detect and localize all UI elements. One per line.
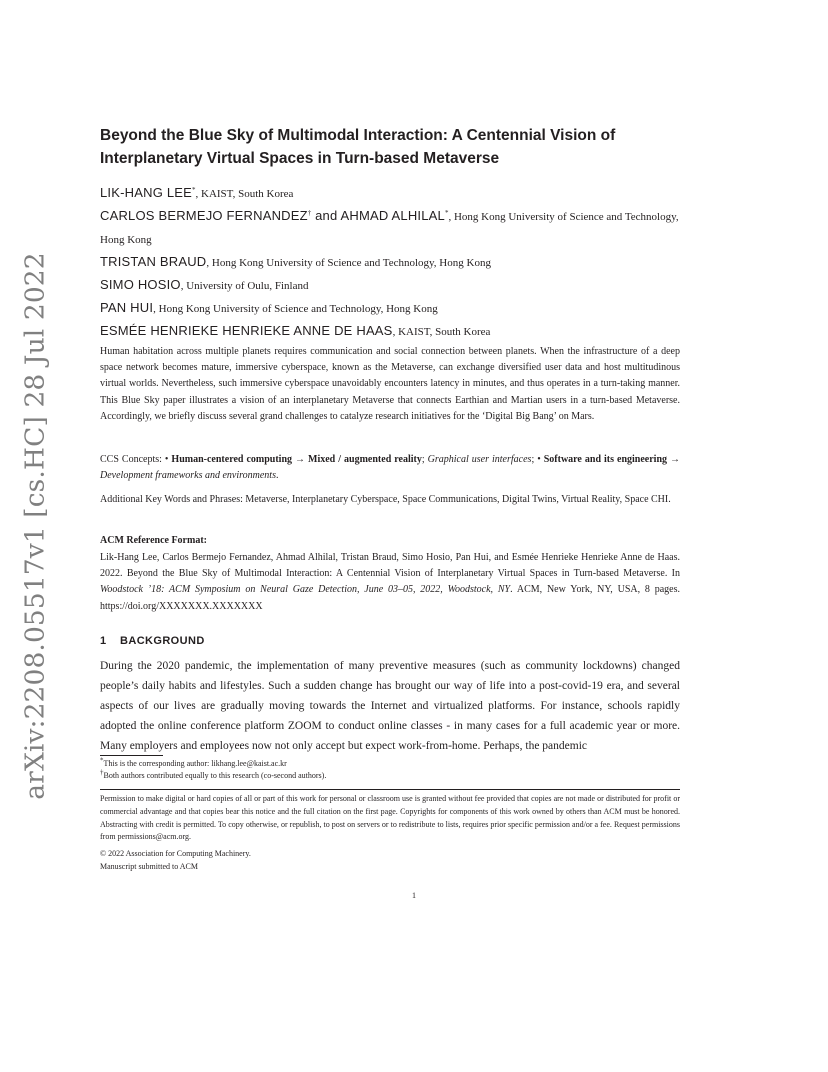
author-mark: * — [192, 185, 196, 194]
ccs-end: . — [275, 470, 279, 482]
author-name: LIK-HANG LEE — [100, 185, 192, 200]
author-name: ESMÉE HENRIEKE HENRIEKE ANNE DE HAAS — [100, 323, 393, 338]
footnotes — [100, 758, 680, 781]
ccs-separator: ; • — [531, 454, 544, 465]
footnote-divider — [100, 755, 163, 756]
permission-notice: Permission to make digital or hard copies of all or part of this work for personal or classroom use is granted without fee provided that copies are not made or distributed for profit or commercial advantage and that copies bear this notice and the full citation on the first page. Copyrights for components of this work owned by others than ACM must be honored. Abstracting with credit is permitted. To copy otherwise, or republish, to post on servers or to redistribute to lists, requires prior specific permission and/or a fee. Request permissions from permissions@acm.org. — [100, 794, 680, 842]
ccs-term: Software and its engineering — [543, 454, 668, 465]
author-line — [100, 297, 680, 320]
author-affiliation: , Hong Kong University of Science and Technology, Hong Kong — [206, 257, 491, 269]
ccs-term: Human-centered computing — [171, 454, 293, 465]
reference-format — [100, 550, 680, 615]
footnote-mark: * — [100, 756, 104, 765]
ccs-term: Graphical user interfaces — [427, 454, 532, 465]
ccs-term: Mixed / augmented reality — [308, 454, 422, 465]
section-heading — [100, 635, 680, 647]
body-paragraph: During the 2020 pandemic, the implementation of many preventive measures (such as community lockdowns) changed people’s daily habits and lifestyles. Such a sudden change has brought our way of life into a post-covid-19 era, and several aspects of our lives are gradually moving towards the Internet and virtualized platforms. For instance, schools rapidly adopted the online conference platform ZOOM to conduct online classes - in many cases for a full academic year or more. Many employers and employees now not only accept but expect work-from-home. Perhaps, the pandemic — [100, 660, 680, 752]
ccs-term: Development frameworks and environments — [100, 470, 276, 482]
manuscript-line: Manuscript submitted to ACM — [100, 861, 198, 871]
author-conjunction: and — [311, 208, 341, 223]
author-line — [100, 182, 680, 205]
section-number: 1 — [100, 635, 107, 647]
author-line — [100, 274, 680, 297]
reference-venue: Woodstock ’18: ACM Symposium on Neural Gaze Detection, June 03–05, 2022, Woodstock, NY — [100, 584, 511, 596]
ccs-label: CCS Concepts: • — [100, 454, 172, 465]
permission-divider — [100, 789, 680, 790]
ccs-arrow: → — [292, 454, 309, 465]
author-name: CARLOS BERMEJO FERNANDEZ — [100, 208, 308, 223]
arxiv-stamp — [17, 252, 53, 800]
footnote-mark: † — [100, 767, 104, 776]
author-line — [100, 251, 680, 274]
copyright-block — [100, 848, 680, 874]
ccs-concepts — [100, 452, 680, 484]
paper-title: Beyond the Blue Sky of Multimodal Interaction: A Centennial Vision of Interplanetary Virtual Spaces in Turn-based Metaverse — [100, 127, 616, 167]
reference-text: Lik-Hang Lee, Carlos Bermejo Fernandez, Ahmad Alhilal, Tristan Braud, Simo Hosio, Pan Hui, and Esmée Henrieke Henrieke Anne de Haas. 2022. Beyond the Blue Sky of Multimodal Interaction: A Centennial Vision of Interplanetary Virtual Spaces in Turn-based Metaverse. In — [100, 552, 680, 580]
author-name: TRISTAN BRAUD — [100, 254, 207, 269]
copyright-line: © 2022 Association for Computing Machinery. — [100, 849, 251, 858]
reference-text: . ACM, New York, NY, USA, 8 pages. https://doi.org/XXXXXXX.XXXXXXX — [100, 584, 680, 612]
page-number: 1 — [412, 891, 416, 900]
abstract: Human habitation across multiple planets requires communication and social connection between planets. When the infrastructure of a deep space network becomes mature, immersive cyberspace, known as the Metaverse, can exchange diversified user data and host multitudinous virtual worlds. Nevertheless, such immersive cyberspace unavoidably encounters latency in minutes, and thus operates in a turn-taking manner. This Blue Sky paper illustrates a vision of an interplanetary Metaverse that connects Earthian and Martian users in a turn-based Metaverse. Accordingly, we briefly discuss several grand challenges to catalyze research initiatives for the ‘Digital Big Bang’ on Mars. — [100, 346, 680, 422]
reference-heading: ACM Reference Format: — [100, 535, 207, 546]
author-affiliation: , University of Oulu, Finland — [180, 280, 309, 292]
author-affiliation: , KAIST, South Korea — [392, 326, 491, 338]
ccs-separator: ; — [421, 454, 428, 465]
footnote — [100, 758, 680, 770]
author-name: SIMO HOSIO — [100, 277, 181, 292]
footnote-text: Both authors contributed equally to this research (co-second authors). — [103, 770, 327, 780]
footnote — [100, 767, 680, 782]
footnote-text: This is the corresponding author: likhang.lee@kaist.ac.kr — [103, 759, 287, 768]
author-list — [100, 182, 680, 343]
author-name: PAN HUI — [100, 300, 154, 315]
ccs-arrow: → — [667, 454, 681, 465]
author-line — [100, 320, 680, 343]
author-mark: * — [444, 208, 449, 217]
keywords: Additional Key Words and Phrases: Metaverse, Interplanetary Cyberspace, Space Communications, Digital Twins, Virtual Reality, Space CHI. — [100, 494, 671, 505]
author-mark: † — [307, 208, 312, 217]
author-line — [100, 205, 680, 251]
section-title: BACKGROUND — [120, 635, 205, 647]
author-affiliation: , KAIST, South Korea — [195, 188, 294, 200]
arxiv-stamp-text: arXiv:2208.05517v1 [cs.HC] 28 Jul 2022 — [19, 252, 51, 800]
author-affiliation: , Hong Kong University of Science and Technology, Hong Kong — [153, 303, 438, 315]
author-affiliation: , Hong Kong University of Science and Technology, Hong Kong — [100, 211, 679, 246]
author-name: AHMAD ALHILAL — [340, 208, 445, 223]
